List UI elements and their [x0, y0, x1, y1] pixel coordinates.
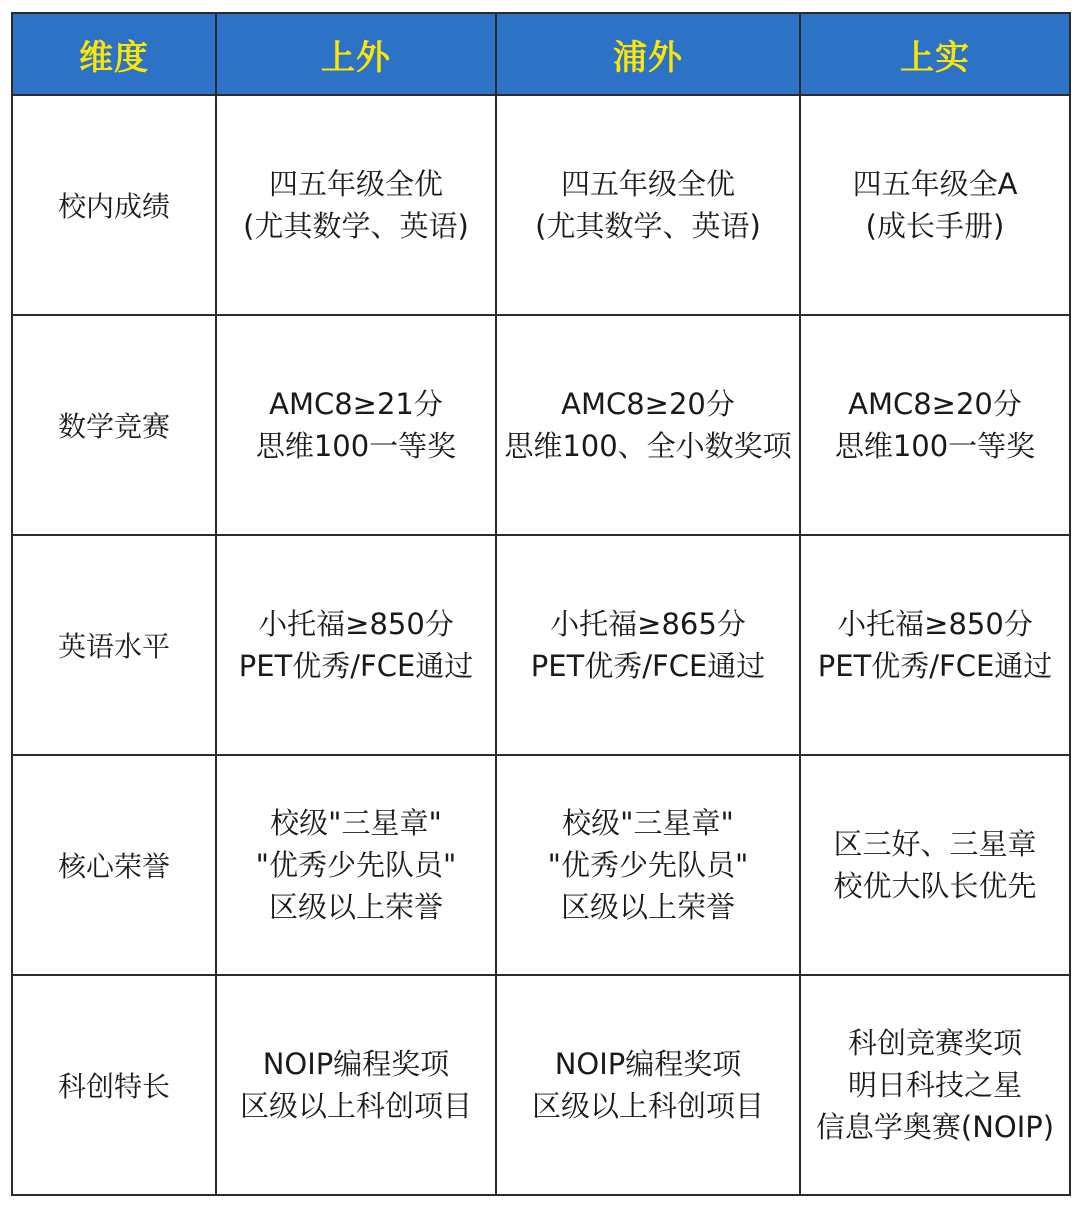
value-line: "优秀少先队员"	[547, 848, 749, 882]
value-line: (尤其数学、英语)	[243, 209, 469, 243]
value-line: 思维100一等奖	[834, 429, 1036, 463]
value-line: (尤其数学、英语)	[535, 209, 761, 243]
value-cell	[800, 95, 1070, 315]
value-cell	[800, 535, 1070, 755]
comparison-table	[11, 12, 1071, 1196]
table-body	[12, 95, 1070, 1195]
table-row	[12, 975, 1070, 1195]
table-row	[12, 755, 1070, 975]
value-line: AMC8≥20分	[848, 387, 1022, 421]
table-row	[12, 535, 1070, 755]
value-line: 四五年级全A	[852, 167, 1018, 201]
header-school-1: 上外	[216, 13, 496, 95]
value-line: NOIP编程奖项	[262, 1047, 450, 1081]
value-line: 科创竞赛奖项	[847, 1026, 1022, 1060]
value-line: 校级"三星章"	[270, 806, 442, 840]
header-school-3: 上实	[800, 13, 1070, 95]
value-line: 区级以上荣誉	[268, 890, 443, 924]
value-line: 思维100、全小数奖项	[504, 429, 792, 463]
value-line: 区级以上科创项目	[531, 1089, 764, 1123]
value-line: PET优秀/FCE通过	[530, 649, 766, 683]
value-cell	[216, 755, 496, 975]
value-line: 思维100一等奖	[255, 429, 457, 463]
value-line: 四五年级全优	[268, 167, 443, 201]
value-cell	[496, 755, 800, 975]
value-cell	[216, 975, 496, 1195]
value-cell	[216, 315, 496, 535]
value-cell	[800, 315, 1070, 535]
value-line: PET优秀/FCE通过	[817, 649, 1053, 683]
value-line: 小托福≥865分	[550, 607, 746, 641]
value-line: 四五年级全优	[560, 167, 735, 201]
value-line: 信息学奥赛(NOIP)	[815, 1110, 1055, 1144]
value-cell	[800, 755, 1070, 975]
dimension-cell: 科创特长	[12, 975, 216, 1195]
value-cell	[800, 975, 1070, 1195]
value-line: 小托福≥850分	[837, 607, 1033, 641]
value-line: 明日科技之星	[847, 1068, 1022, 1102]
value-cell	[496, 975, 800, 1195]
value-line: AMC8≥20分	[561, 387, 735, 421]
value-line: 区级以上科创项目	[239, 1089, 472, 1123]
value-line: 区级以上荣誉	[560, 890, 735, 924]
dimension-cell: 校内成绩	[12, 95, 216, 315]
value-cell	[496, 535, 800, 755]
table-header	[12, 13, 1070, 95]
value-cell	[496, 315, 800, 535]
value-cell	[216, 95, 496, 315]
header-dimension: 维度	[12, 13, 216, 95]
value-line: 校优大队长优先	[833, 869, 1037, 903]
value-line: PET优秀/FCE通过	[238, 649, 474, 683]
value-line: (成长手册)	[865, 209, 1005, 243]
value-line: AMC8≥21分	[269, 387, 443, 421]
table-row	[12, 315, 1070, 535]
dimension-cell: 数学竞赛	[12, 315, 216, 535]
dimension-cell: 英语水平	[12, 535, 216, 755]
value-line: "优秀少先队员"	[255, 848, 457, 882]
table-row	[12, 95, 1070, 315]
value-cell	[216, 535, 496, 755]
value-line: 小托福≥850分	[258, 607, 454, 641]
value-line: NOIP编程奖项	[554, 1047, 742, 1081]
header-school-2: 浦外	[496, 13, 800, 95]
dimension-cell: 核心荣誉	[12, 755, 216, 975]
value-cell	[496, 95, 800, 315]
header-row	[12, 13, 1070, 95]
value-line: 区三好、三星章	[833, 827, 1037, 861]
value-line: 校级"三星章"	[562, 806, 734, 840]
